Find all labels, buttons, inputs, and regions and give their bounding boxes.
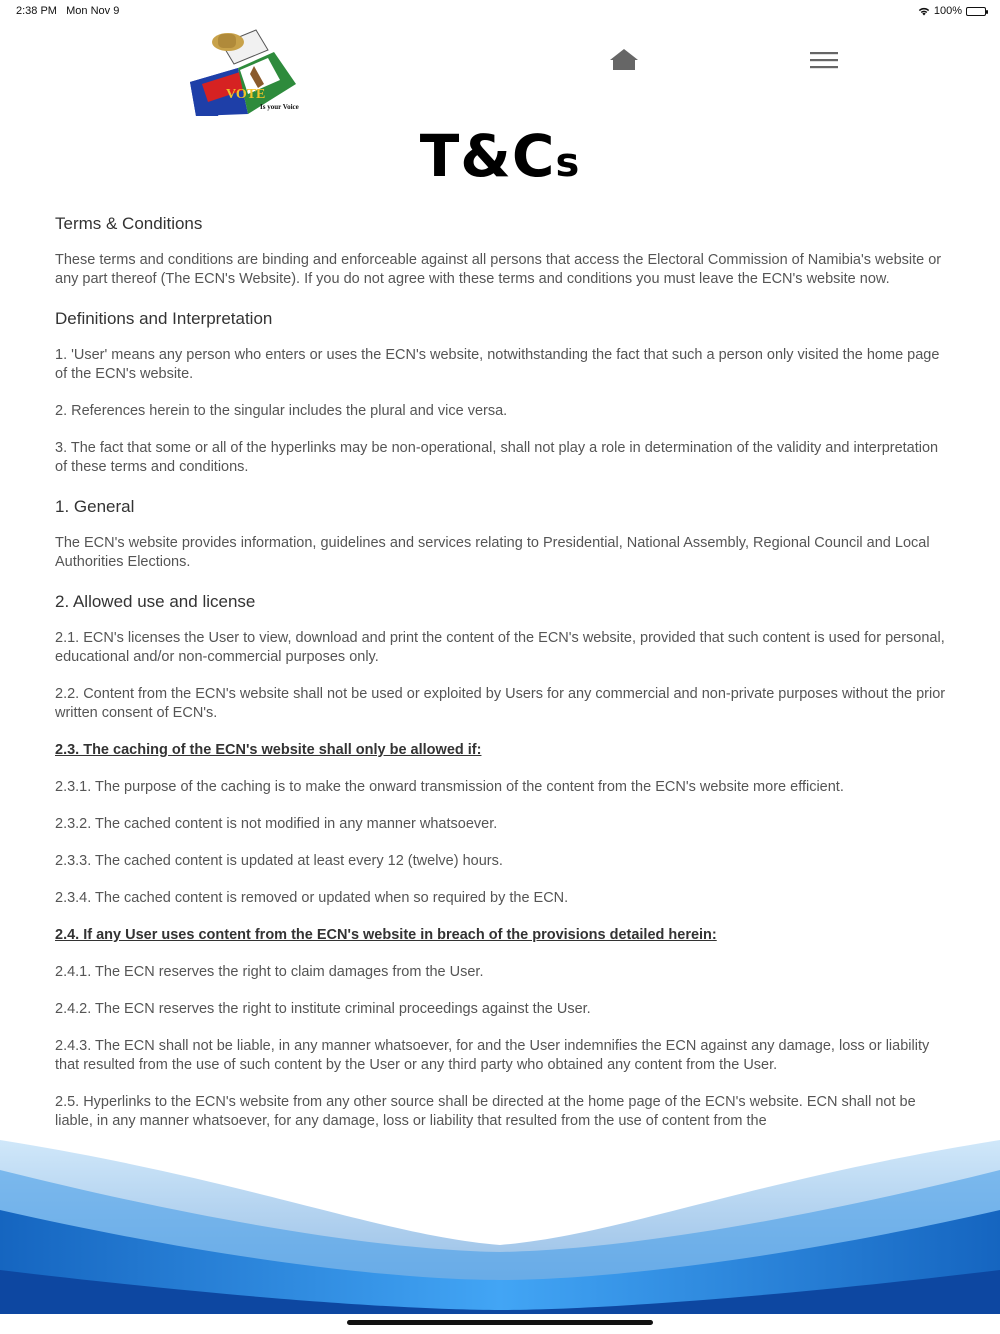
status-date: Mon Nov 9 bbox=[66, 5, 120, 17]
status-bar bbox=[0, 0, 1000, 24]
paragraph-general: The ECN's website provides information, guidelines and services relating to Presidential, National Assembly, Regional Council and Local Authorities Elections. bbox=[55, 535, 930, 570]
clause-2-3-3: 2.3.3. The cached content is updated at least every 12 (twelve) hours. bbox=[55, 853, 503, 869]
page-title-main: T&C bbox=[419, 122, 556, 190]
logo-text-sub: Is your Voice bbox=[260, 103, 299, 111]
clause-2-4-3: 2.4.3. The ECN shall not be liable, in any manner whatsoever, for and the User indemnifies the ECN against any damage, loss or liability that resulted from the use of such content by the User or any third party who obtained any content from the User. bbox=[55, 1038, 930, 1073]
heading-definitions: Definitions and Interpretation bbox=[55, 309, 273, 328]
battery-icon bbox=[966, 7, 986, 16]
heading-general: 1. General bbox=[55, 497, 135, 516]
clause-2-4-1: 2.4.1. The ECN reserves the right to claim damages from the User. bbox=[55, 964, 484, 980]
definition-item: 1. 'User' means any person who enters or uses the ECN's website, notwithstanding the fact that such a person only visited the home page of the ECN's website. bbox=[55, 347, 940, 382]
home-indicator[interactable] bbox=[347, 1320, 653, 1325]
footer-wave-decoration bbox=[0, 1140, 1000, 1334]
status-clock: 2:38 PM bbox=[16, 5, 57, 17]
clause-2-4: 2.4. If any User uses content from the ECN's website in breach of the provisions detailed herein: bbox=[55, 927, 717, 943]
battery-percent: 100% bbox=[933, 5, 962, 17]
heading-allowed-use: 2. Allowed use and license bbox=[55, 592, 256, 611]
clause-2-3-1: 2.3.1. The purpose of the caching is to make the onward transmission of the content from the ECN's website more efficient. bbox=[55, 779, 844, 795]
home-icon[interactable] bbox=[608, 46, 640, 74]
clause-2-3: 2.3. The caching of the ECN's website shall only be allowed if: bbox=[55, 742, 482, 758]
clause-2-4-2: 2.4.2. The ECN reserves the right to institute criminal proceedings against the User. bbox=[55, 1001, 591, 1017]
status-indicators bbox=[918, 5, 986, 17]
wifi-icon bbox=[918, 6, 930, 16]
terms-content[interactable] bbox=[55, 212, 950, 1148]
definition-item: 3. The fact that some or all of the hyperlinks may be non-operational, shall not play a role in determination of the validity and interpretation of these terms and conditions. bbox=[55, 440, 939, 475]
logo-text-main: VOTE bbox=[226, 87, 266, 102]
clause-2-3-4: 2.3.4. The cached content is removed or updated when so required by the ECN. bbox=[55, 890, 569, 906]
definition-item: 2. References herein to the singular includes the plural and vice versa. bbox=[55, 403, 508, 419]
page-title bbox=[0, 122, 1000, 190]
paragraph-intro: These terms and conditions are binding and enforceable against all persons that access the Electoral Commission of Namibia's website or any part thereof (The ECN's Website). If you do not agree with these terms and conditions you must leave the ECN's website now. bbox=[55, 252, 942, 287]
page-title-suffix: s bbox=[555, 140, 581, 186]
clause-2-3-2: 2.3.2. The cached content is not modified in any manner whatsoever. bbox=[55, 816, 498, 832]
hamburger-menu-icon[interactable] bbox=[806, 46, 842, 74]
ecn-vote-logo[interactable] bbox=[188, 24, 326, 120]
status-time bbox=[16, 5, 119, 17]
clause-2-2: 2.2. Content from the ECN's website shall not be used or exploited by Users for any commercial and non-private purposes without the prior written consent of ECN's. bbox=[55, 686, 946, 721]
clause-2-5: 2.5. Hyperlinks to the ECN's website from any other source shall be directed at the home page of the ECN's website. ECN shall not be liable, in any manner whatsoever, for any damage, loss or liability that resulted from the use of content from the bbox=[55, 1094, 916, 1129]
clause-2-1: 2.1. ECN's licenses the User to view, download and print the content of the ECN's website, provided that such content is used for personal, educational and/or non-commercial purposes only. bbox=[55, 630, 945, 665]
heading-terms: Terms & Conditions bbox=[55, 214, 203, 233]
